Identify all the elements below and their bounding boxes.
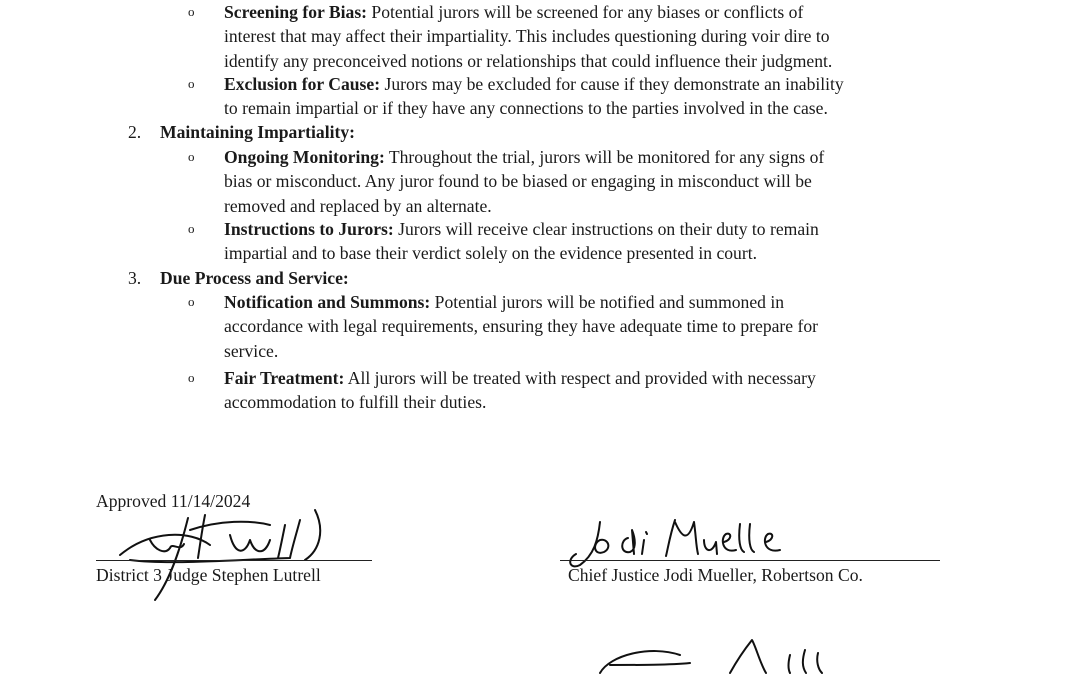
section-title: Maintaining Impartiality: (160, 122, 356, 142)
bullet-icon: o (188, 294, 195, 309)
third-signature-partial (590, 635, 850, 675)
section-title: Due Process and Service: (160, 268, 349, 288)
list-item-text: Fair Treatment: All jurors will be treated with respect and provided with necessary accommodation to fulfill their duties. (224, 368, 816, 413)
section-number: 2. (128, 122, 142, 142)
right-signature-line (560, 560, 940, 561)
bullet-icon: o (188, 4, 195, 19)
left-signature-line (96, 560, 372, 561)
section-number: 3. (128, 268, 142, 288)
section-heading (128, 120, 355, 144)
list-item-text: Screening for Bias: Potential jurors will be screened for any biases or conflicts of interest that may affect their impartiality. This includes questioning during voir dire to identify any preconceived notions or relationships that could influence their judgment. (224, 2, 833, 71)
right-signature-label: Chief Justice Jodi Mueller, Robertson Co. (568, 565, 863, 585)
bullet-icon: o (188, 149, 195, 164)
bullet-icon: o (188, 370, 195, 385)
item-heading: Notification and Summons: (224, 292, 431, 312)
item-heading: Instructions to Jurors: (224, 219, 394, 239)
list-item-text: Exclusion for Cause: Jurors may be excluded for cause if they demonstrate an inability to remain impartial or if they have any connections to the parties involved in the case. (224, 74, 844, 119)
item-heading: Ongoing Monitoring: (224, 147, 385, 167)
bullet-icon: o (188, 76, 195, 91)
list-item-text: Notification and Summons: Potential jurors will be notified and summoned in accordance with legal requirements, ensuring they have adequate time to prepare for service. (224, 292, 819, 361)
item-heading: Exclusion for Cause: (224, 74, 381, 94)
item-heading: Fair Treatment: (224, 368, 345, 388)
left-signature-label: District 3 Judge Stephen Lutrell (96, 565, 321, 585)
approved-date-text: Approved 11/14/2024 (96, 491, 251, 511)
list-item-text: Ongoing Monitoring: Throughout the trial, jurors will be monitored for any signs of bias or misconduct. Any juror found to be biased or engaging in misconduct will be removed and replaced by an alternate. (224, 147, 825, 216)
judge-lutrell-signature (110, 500, 340, 610)
item-heading: Screening for Bias: (224, 2, 368, 22)
section-heading (128, 266, 349, 290)
list-item-text: Instructions to Jurors: Jurors will receive clear instructions on their duty to remain impartial and to base their verdict solely on the evidence presented in court. (224, 219, 819, 264)
bullet-icon: o (188, 221, 195, 236)
